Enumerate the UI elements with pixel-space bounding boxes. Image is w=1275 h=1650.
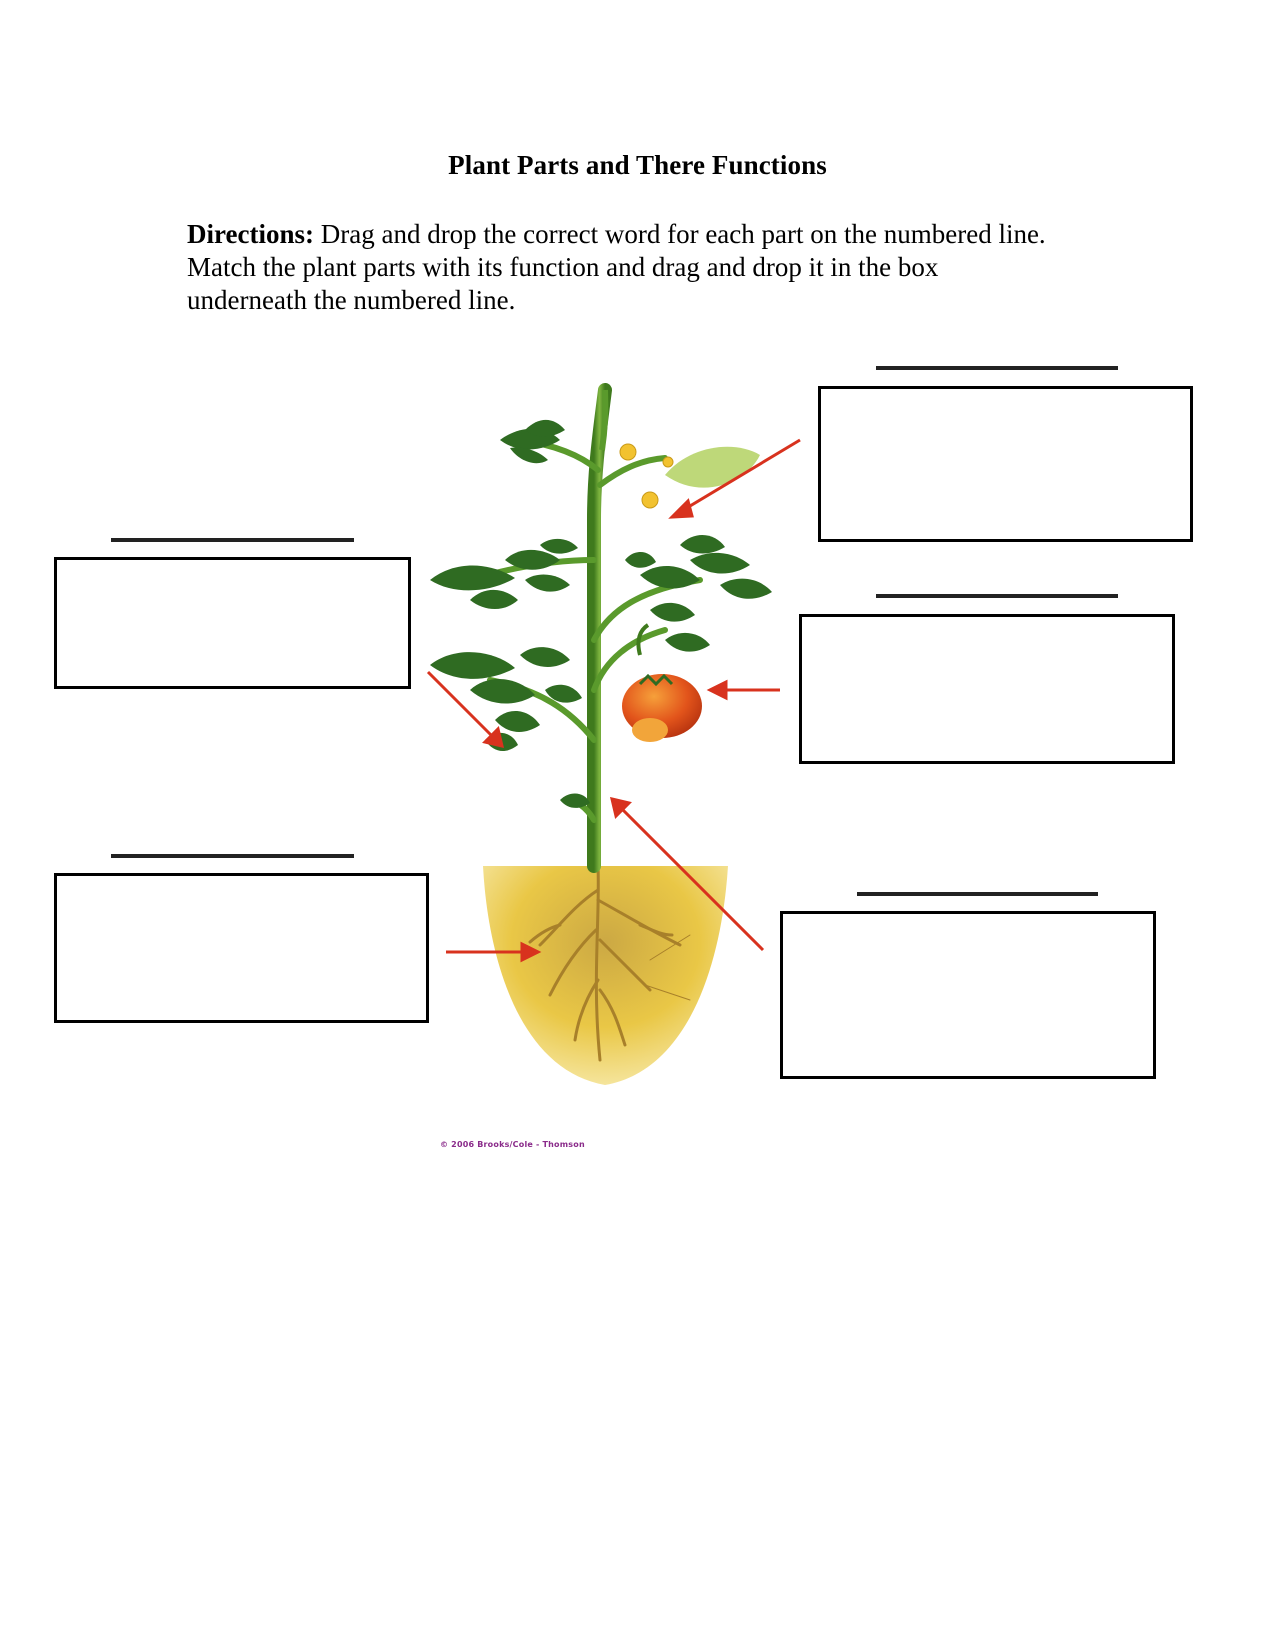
function-box-2[interactable] xyxy=(54,557,411,689)
part-line-1[interactable] xyxy=(876,366,1118,370)
directions-label: Directions: xyxy=(187,219,314,249)
part-line-4[interactable] xyxy=(111,854,354,858)
function-box-4[interactable] xyxy=(54,873,429,1023)
directions-text: Drag and drop the correct word for each part on the numbered line. Match the plant parts with its function and drag and drop it in the box underneath the numbered line. xyxy=(187,219,1046,315)
part-line-5[interactable] xyxy=(857,892,1098,896)
tomato-icon xyxy=(622,625,702,742)
function-box-3[interactable] xyxy=(799,614,1175,764)
part-line-2[interactable] xyxy=(111,538,354,542)
stem xyxy=(594,390,605,866)
leaves xyxy=(430,420,772,808)
arrow-icon xyxy=(428,440,800,960)
young-leaf xyxy=(665,447,760,488)
image-credit: © 2006 Brooks/Cole - Thomson xyxy=(440,1140,585,1149)
part-line-3[interactable] xyxy=(876,594,1118,598)
function-box-5[interactable] xyxy=(780,911,1156,1079)
flower-icon xyxy=(620,444,673,508)
function-box-1[interactable] xyxy=(818,386,1193,542)
soil-area xyxy=(483,866,728,1085)
directions-paragraph xyxy=(187,218,1057,317)
page-title: Plant Parts and There Functions xyxy=(448,150,827,180)
roots xyxy=(530,866,690,1060)
